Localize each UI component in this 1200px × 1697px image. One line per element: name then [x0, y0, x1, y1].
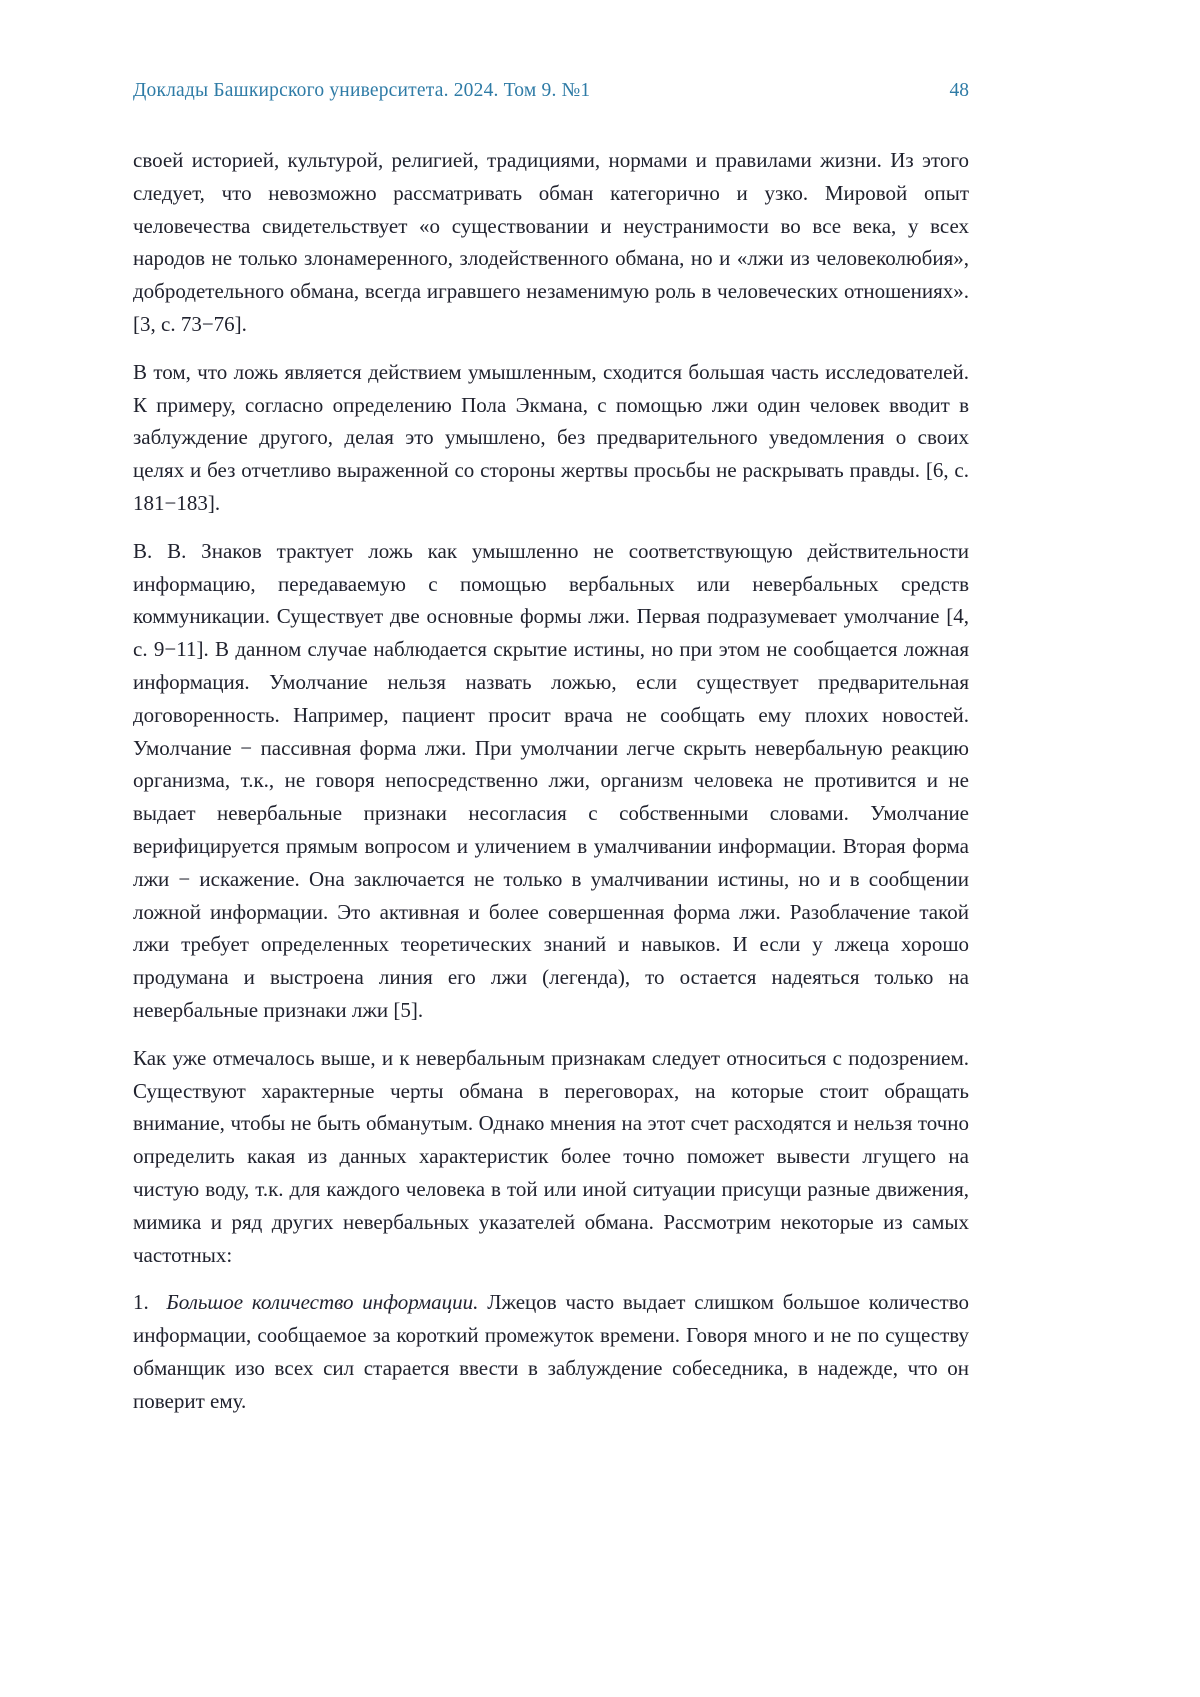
journal-title: Доклады Башкирского университета. 2024. Том 9. №1 [133, 80, 591, 101]
paragraph-text: В. В. Знаков трактует ложь как умышленно не соответствующую действительности информацию, передаваемую с помощью вербальных или невербальных средств коммуникации. Существует две основные формы лжи. Первая подразумевает умолчание [4, с. 9−11]. В данном случае наблюдается скрытие истины, но при этом не сообщается ложная информация. Умолчание нельзя назвать ложью, если существует предварительная договоренность. Например, пациент просит врача не сообщать ему плохих новостей. Умолчание − пассивная форма лжи. При умолчании легче скрыть невербальную реакцию организма, т.к., не говоря непосредственно лжи, организм человека не противится и не выдает невербальные признаки несогласия с собственными словами. Умолчание верифицируется прямым вопросом и уличением в умалчивании информации. Вторая форма лжи − искажение. Она заключается не только в умалчивании истины, но и в сообщении ложной информации. Это активная и более совершенная форма лжи. Разоблачение такой лжи требует определенных теоретических знаний и навыков. И если у лжеца хорошо продумана и выстроена линия его лжи (легенда), то остается надеяться только на невербальные признаки лжи [5]. [133, 538, 969, 1022]
paragraph-text: Лжецов часто выдает слишком большое количество информации, сообщаемое за короткий промежуток времени. Говоря много и не по существу обманщик изо всех сил старается ввести в заблуждение собеседника, в надежде, что он поверит ему. [133, 1290, 970, 1413]
article-body [133, 144, 969, 1417]
item-lead-italic: Большое количество информации. [166, 1290, 488, 1315]
page-header [133, 80, 969, 102]
paragraph-text: В том, что ложь является действием умышленным, сходится большая часть исследователей. К примеру, согласно определению Пола Экмана, с помощью лжи один человек вводит в заблуждение другого, делая это умышлено, без предварительного уведомления о своих целях и без отчетливо выраженной со стороны жертвы просьбы не раскрывать правды. [6, с. 181−183]. [133, 359, 969, 515]
paragraph-text: своей историей, культурой, религией, традициями, нормами и правилами жизни. Из этого следует, что невозможно рассматривать обман категорично и узко. Мировой опыт человечества свидетельствует «о существовании и неустранимости во все века, у всех народов не только злонамеренного, злодейственного обмана, но и «лжи из человеколюбия», добродетельного обмана, всегда игравшего незаменимую роль в человеческих отношениях». [3, с. 73−76]. [133, 148, 969, 336]
paragraph [133, 535, 969, 1027]
paragraph [133, 1042, 969, 1272]
paragraph-text: Как уже отмечалось выше, и к невербальным признакам следует относиться с подозрением. Существуют характерные черты обмана в переговорах, на которые стоит обращать внимание, чтобы не быть обманутым. Однако мнения на этот счет расходятся и нельзя точно определить какая из данных характеристик более точно поможет вывести лгущего на чистую воду, т.к. для каждого человека в той или иной ситуации присущи разные движения, мимика и ряд других невербальных указателей обмана. Рассмотрим некоторые из самых частотных: [133, 1045, 969, 1267]
page-number: 48 [949, 80, 969, 101]
paragraph [133, 144, 969, 341]
paragraph [133, 356, 969, 520]
item-number: 1. [133, 1290, 167, 1315]
numbered-list-item [133, 1286, 969, 1417]
